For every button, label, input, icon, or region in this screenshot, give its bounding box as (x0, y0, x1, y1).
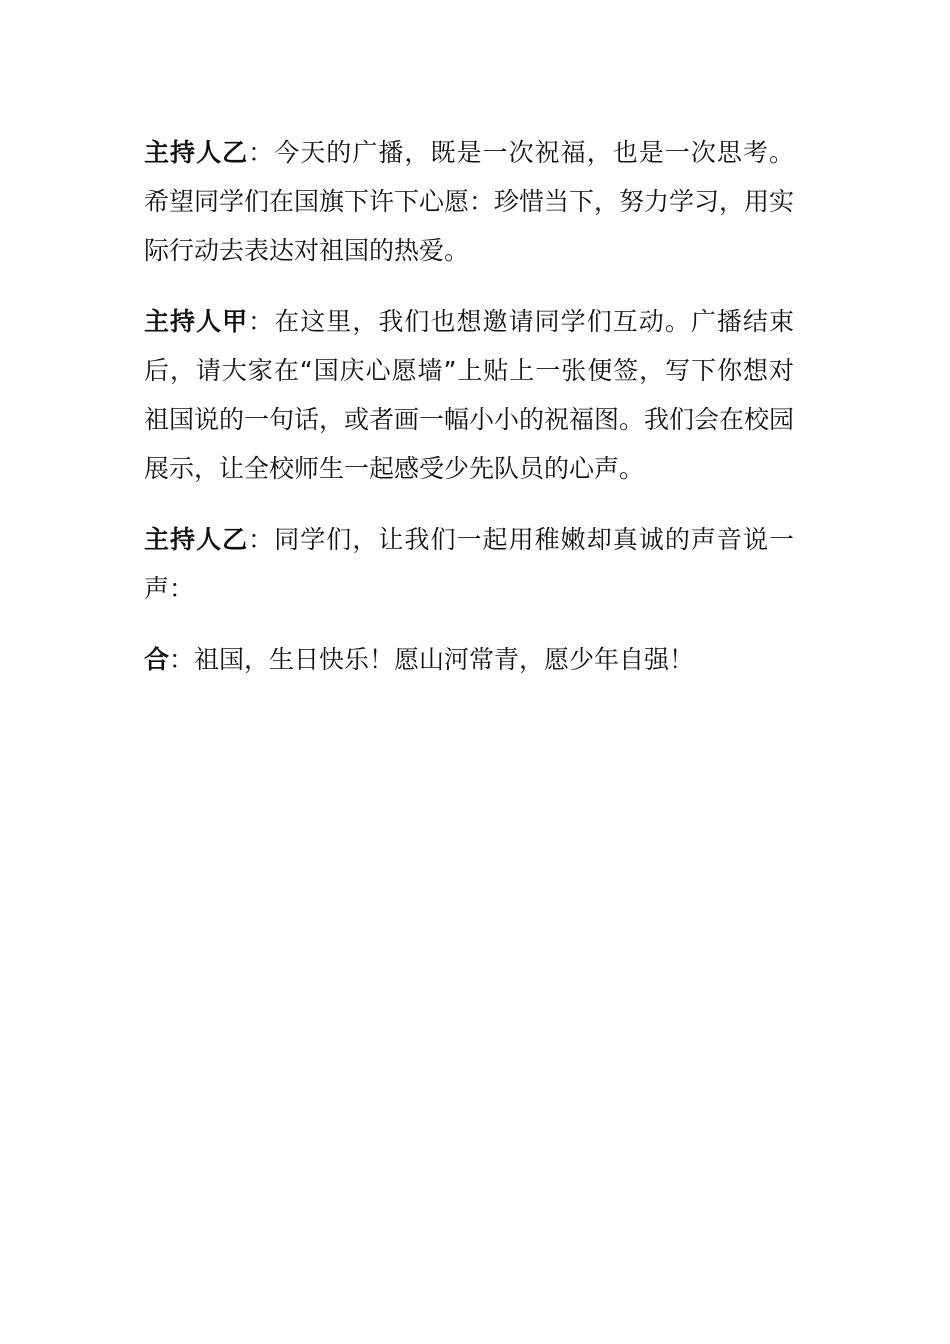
paragraph-chorus (144, 635, 794, 684)
paragraph-text: ：今天的广播，既是一次祝福，也是一次思考。希望同学们在国旗下许下心愿：珍惜当下，努力学习，用实际行动去表达对祖国的热爱。 (144, 138, 795, 265)
paragraph-text: ：祖国，生日快乐！愿山河常青，愿少年自强！ (169, 645, 695, 674)
speaker-label: 合 (144, 645, 170, 674)
paragraph-host-a (144, 297, 794, 493)
paragraph-host-b-2 (144, 515, 794, 613)
paragraph-host-b-1 (144, 128, 794, 275)
paragraph-text: ：同学们，让我们一起用稚嫩却真诚的声音说一声： (144, 525, 794, 603)
speaker-label: 主持人乙 (144, 138, 249, 167)
paragraph-text: ：在这里，我们也想邀请同学们互动。广播结束后，请大家在“国庆心愿墙”上贴上一张便签，写下你想对祖国说的一句话，或者画一幅小小的祝福图。我们会在校园展示，让全校师生一起感受少先队员的心声。 (144, 307, 795, 483)
speaker-label: 主持人甲 (144, 307, 249, 336)
script-body (144, 128, 794, 706)
speaker-label: 主持人乙 (144, 525, 249, 554)
